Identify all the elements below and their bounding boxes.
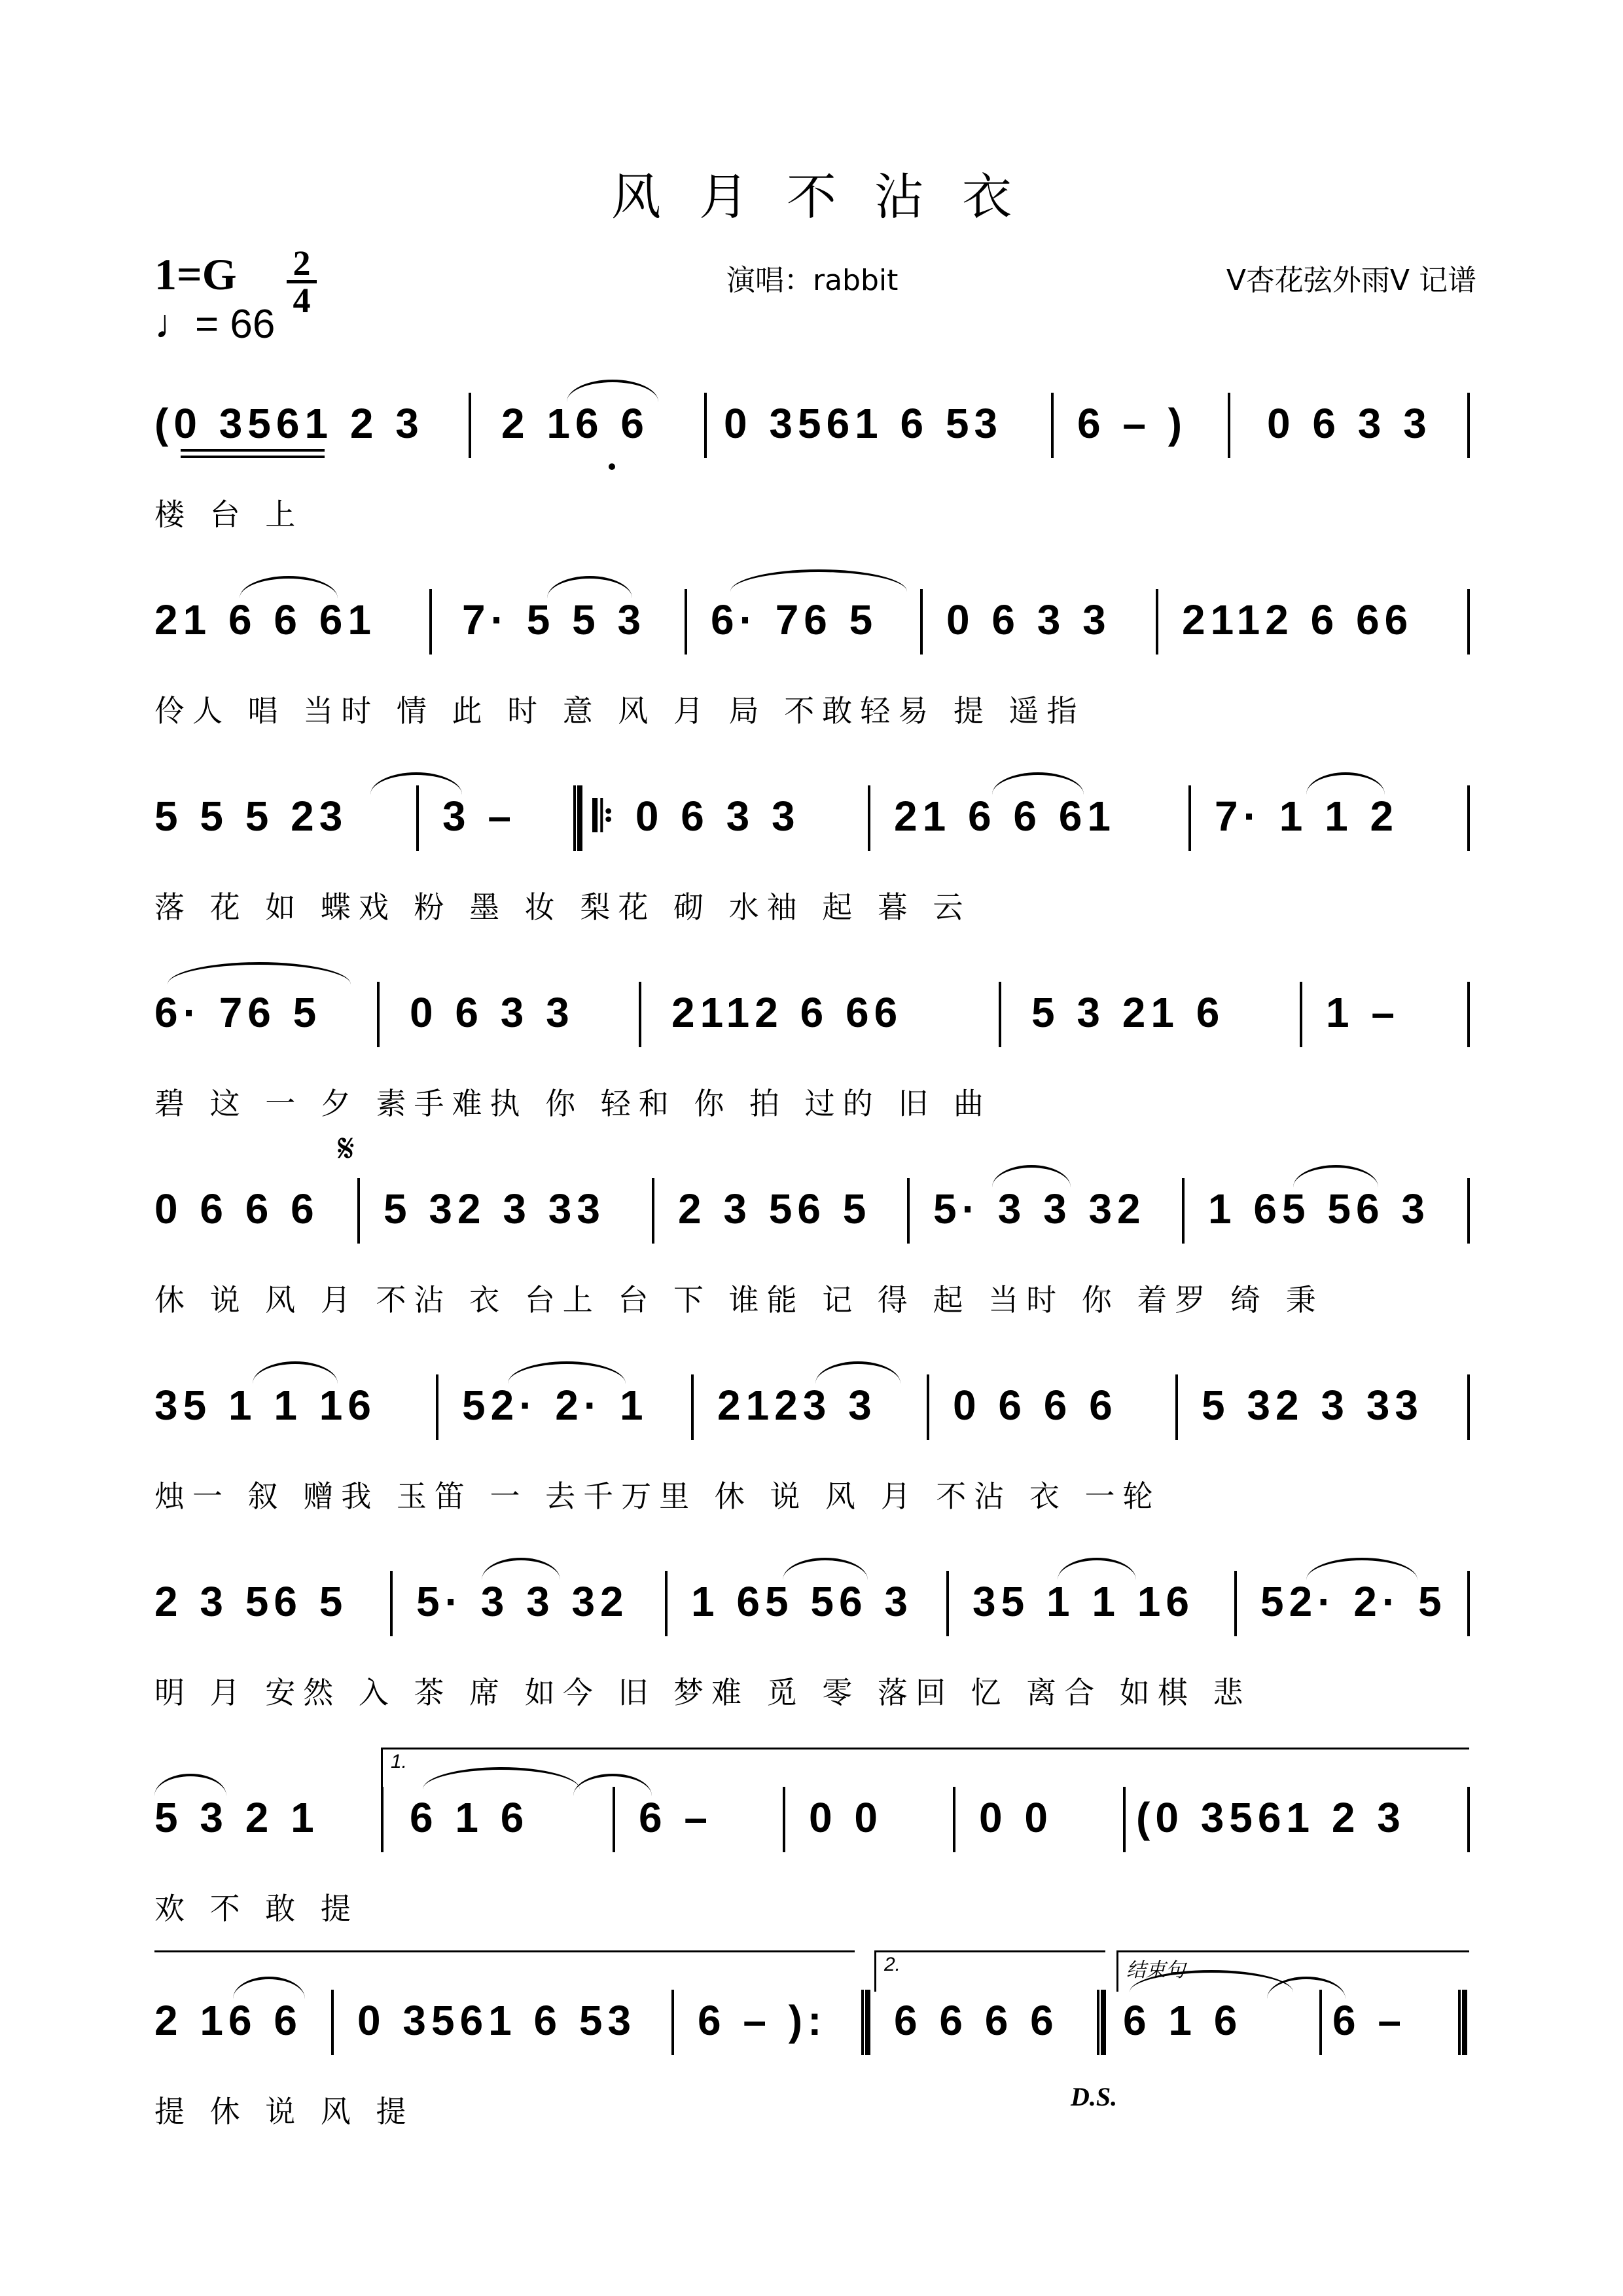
measure: 6 1 6 bbox=[1123, 1997, 1243, 2044]
barline bbox=[1467, 393, 1470, 458]
slur bbox=[1058, 1558, 1136, 1580]
tempo-mark: ♩= 66 bbox=[154, 302, 276, 347]
barline bbox=[920, 589, 923, 655]
volta-1-label: 1. bbox=[391, 1751, 408, 1772]
staff-system-9 bbox=[154, 1954, 1470, 2153]
notes-row bbox=[154, 393, 1470, 465]
measure: 6· 76 5 bbox=[711, 596, 878, 643]
staff-system-6 bbox=[154, 1374, 1470, 1538]
measure: 7· 5 5 3 bbox=[462, 596, 647, 643]
measure: 2112 6 66 bbox=[1182, 596, 1414, 643]
barline bbox=[1051, 393, 1054, 458]
barline bbox=[469, 393, 471, 458]
slur bbox=[1293, 1165, 1378, 1187]
underline bbox=[181, 456, 325, 458]
lyrics-row: 烛一 叙 赠我 玉笛 一 去千万里 休 说 风 月 不沾 衣 一轮 bbox=[154, 1479, 1161, 1514]
barline bbox=[783, 1787, 785, 1852]
measure: 5· 3 3 32 bbox=[933, 1185, 1146, 1232]
measure: 5· 3 3 32 bbox=[416, 1578, 629, 1625]
measure: 2 3 56 5 bbox=[678, 1185, 872, 1232]
repeat-barline bbox=[573, 785, 582, 851]
slur bbox=[815, 1361, 901, 1384]
barline bbox=[868, 785, 870, 851]
measure: 6 1 6 bbox=[410, 1794, 529, 1841]
double-barline bbox=[1097, 1990, 1106, 2055]
measure: 1 65 56 3 bbox=[691, 1578, 913, 1625]
meter-bottom: 4 bbox=[293, 281, 311, 320]
barline bbox=[381, 1787, 383, 1852]
slur bbox=[154, 1774, 226, 1796]
singer-credit: 演唱：rabbit bbox=[726, 264, 899, 297]
lyrics-row: 欢 不 敢 提 bbox=[154, 1891, 359, 1926]
measure: 5 32 3 33 bbox=[1202, 1382, 1423, 1429]
barline bbox=[1188, 785, 1191, 851]
lyrics-row: 落 花 如 蝶戏 粉 墨 妆 梨花 砌 水袖 起 暮 云 bbox=[154, 889, 971, 925]
slur bbox=[992, 1165, 1071, 1187]
barline bbox=[1182, 1178, 1185, 1244]
measure: 21 6 6 61 bbox=[894, 793, 1116, 840]
barline bbox=[357, 1178, 360, 1244]
measure: 5 3 21 6 bbox=[1031, 989, 1225, 1036]
slur bbox=[253, 1361, 338, 1384]
key-signature: 1=G bbox=[154, 249, 237, 299]
slur bbox=[482, 1558, 560, 1580]
measure: 0 6 3 3 bbox=[946, 596, 1111, 643]
repeat-barline bbox=[861, 1990, 870, 2055]
slur bbox=[1306, 1558, 1418, 1580]
measure: 6 6 6 6 bbox=[894, 1997, 1059, 2044]
measure: 2 3 56 5 bbox=[154, 1578, 348, 1625]
barline bbox=[331, 1990, 334, 2055]
measure: 0 0 bbox=[979, 1794, 1053, 1841]
notes-row bbox=[154, 1374, 1470, 1446]
barline bbox=[907, 1178, 910, 1244]
staff-system-1 bbox=[154, 393, 1470, 556]
measure: 0 6 3 3 bbox=[410, 989, 575, 1036]
slur bbox=[783, 1558, 868, 1580]
barline bbox=[946, 1571, 949, 1636]
barline bbox=[652, 1178, 654, 1244]
measure: 5 3 2 1 bbox=[154, 1794, 319, 1841]
notes-row bbox=[154, 1178, 1470, 1250]
barline bbox=[390, 1571, 393, 1636]
page-title: 风月不沾衣 bbox=[611, 168, 1050, 226]
barline bbox=[1123, 1787, 1126, 1852]
dal-segno-mark: D.S. bbox=[1071, 2082, 1118, 2111]
barline bbox=[1467, 589, 1470, 655]
barline bbox=[1234, 1571, 1237, 1636]
lyrics-row: 楼 台 上 bbox=[154, 497, 304, 532]
measure: 6 – bbox=[1332, 1997, 1406, 2044]
slur bbox=[567, 380, 658, 402]
final-barline bbox=[1458, 1990, 1467, 2055]
barline bbox=[1467, 1787, 1470, 1852]
measure: (0 3561 2 3 bbox=[1136, 1794, 1406, 1841]
lyrics-row: 伶人 唱 当时 情 此 时 意 风 月 局 不敢轻易 提 遥指 bbox=[154, 693, 1085, 728]
measure: (0 3561 2 3 bbox=[154, 400, 424, 447]
measure: 0 6 3 3 bbox=[1267, 400, 1432, 447]
barline bbox=[1175, 1374, 1178, 1440]
measure: 35 1 1 16 bbox=[154, 1382, 376, 1429]
measure: 2112 6 66 bbox=[671, 989, 903, 1036]
measure: 0 6 6 6 bbox=[953, 1382, 1118, 1429]
measure: 5 5 5 23 bbox=[154, 793, 348, 840]
measure: 0 3561 6 53 bbox=[357, 1997, 637, 2044]
barline bbox=[429, 589, 432, 655]
barline bbox=[1467, 785, 1470, 851]
coda-label: 结束句 bbox=[1126, 1960, 1185, 1981]
octave-dot bbox=[609, 463, 615, 470]
measure: 52· 2· 5 bbox=[1260, 1578, 1447, 1625]
barline bbox=[377, 982, 380, 1047]
measure: 0 0 bbox=[809, 1794, 883, 1841]
slur bbox=[992, 772, 1084, 795]
lyrics-row: 提 休 说 风 提 bbox=[154, 2094, 414, 2129]
barline bbox=[691, 1374, 694, 1440]
staff-system-4 bbox=[154, 982, 1470, 1145]
notator-credit: V杏花弦外雨V 记谱 bbox=[1226, 264, 1476, 297]
measure: 52· 2· 1 bbox=[462, 1382, 649, 1429]
slur bbox=[240, 576, 338, 598]
barline bbox=[1467, 1374, 1470, 1440]
notes-row bbox=[154, 785, 1470, 857]
barline bbox=[1228, 393, 1230, 458]
lyrics-row: 碧 这 一 夕 素手难执 你 轻和 你 拍 过的 旧 曲 bbox=[154, 1086, 991, 1121]
notes-row bbox=[154, 1990, 1470, 2062]
measure: 6 – bbox=[639, 1794, 713, 1841]
staff-system-5 bbox=[154, 1126, 1470, 1342]
barline bbox=[1156, 589, 1158, 655]
meter-top: 2 bbox=[293, 243, 311, 283]
measure: 7· 1 1 2 bbox=[1215, 793, 1399, 840]
notes-row bbox=[154, 1787, 1470, 1859]
barline bbox=[704, 393, 707, 458]
barline bbox=[999, 982, 1001, 1047]
slur bbox=[730, 569, 907, 592]
barline bbox=[1319, 1990, 1322, 2055]
measure: 1 65 56 3 bbox=[1208, 1185, 1430, 1232]
volta-2-label: 2. bbox=[884, 1954, 901, 1975]
measure: 21 6 6 61 bbox=[154, 596, 376, 643]
barline bbox=[953, 1787, 955, 1852]
barline bbox=[613, 1787, 615, 1852]
measure: 2 16 6 bbox=[501, 400, 649, 447]
slur bbox=[370, 772, 462, 795]
segno-sign: 𝄋 bbox=[338, 1126, 355, 1172]
measure: 2 16 6 bbox=[154, 1997, 302, 2044]
staff-system-2 bbox=[154, 589, 1470, 753]
measure: 6 – ): bbox=[698, 1997, 827, 2044]
staff-system-7 bbox=[154, 1571, 1470, 1734]
volta-bracket-2 bbox=[874, 1950, 1105, 1992]
slur bbox=[168, 962, 351, 984]
lyrics-row: 休 说 风 月 不沾 衣 台上 台 下 谁能 记 得 起 当时 你 着罗 绮 秉 bbox=[154, 1282, 1324, 1318]
measure: 𝄆 0 6 3 3 bbox=[593, 793, 800, 840]
measure: 0 6 6 6 bbox=[154, 1185, 319, 1232]
measure: 5 32 3 33 bbox=[383, 1185, 605, 1232]
measure: 6· 76 5 bbox=[154, 989, 322, 1036]
barline bbox=[1467, 1571, 1470, 1636]
barline bbox=[927, 1374, 929, 1440]
barline bbox=[685, 589, 687, 655]
barline bbox=[1467, 1178, 1470, 1244]
notes-row bbox=[154, 1571, 1470, 1643]
slur bbox=[1306, 772, 1385, 795]
measure: 1 – bbox=[1326, 989, 1400, 1036]
barline bbox=[1300, 982, 1302, 1047]
measure: 3 – bbox=[442, 793, 516, 840]
barline bbox=[665, 1571, 668, 1636]
time-signature bbox=[285, 243, 318, 320]
slur bbox=[508, 1361, 626, 1384]
barline bbox=[436, 1374, 438, 1440]
measure: 0 3561 6 53 bbox=[724, 400, 1003, 447]
staff-system-8 bbox=[154, 1751, 1470, 1950]
slur bbox=[547, 576, 632, 598]
underline bbox=[181, 449, 325, 452]
measure: 6 – ) bbox=[1077, 400, 1188, 447]
barline bbox=[671, 1990, 674, 2055]
lyrics-row: 明 月 安然 入 茶 席 如今 旧 梦难 觅 零 落回 忆 离合 如棋 悲 bbox=[154, 1675, 1251, 1710]
barline bbox=[639, 982, 641, 1047]
barline bbox=[1467, 982, 1470, 1047]
notes-row bbox=[154, 589, 1470, 661]
notes-row bbox=[154, 982, 1470, 1054]
measure: 2123 3 bbox=[717, 1382, 877, 1429]
measure: 35 1 1 16 bbox=[972, 1578, 1194, 1625]
staff-system-3 bbox=[154, 785, 1470, 949]
barline bbox=[416, 785, 419, 851]
